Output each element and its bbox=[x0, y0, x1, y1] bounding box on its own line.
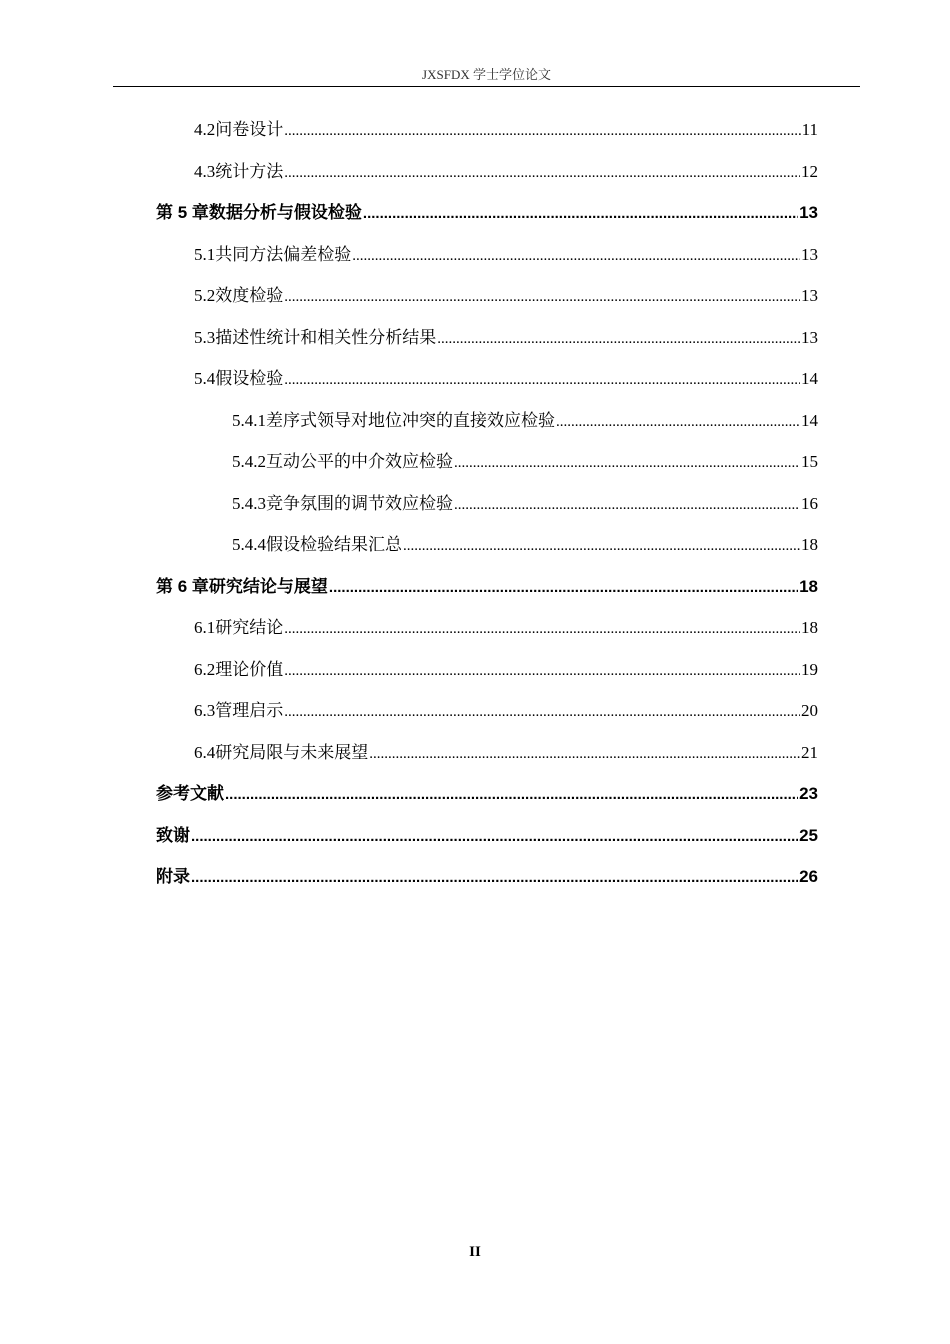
toc-entry[interactable] bbox=[0, 409, 818, 433]
toc-leader-dots bbox=[284, 285, 800, 309]
toc-leader-dots bbox=[454, 451, 800, 475]
running-header bbox=[113, 64, 860, 87]
toc-entry-title: 致谢 bbox=[156, 825, 190, 845]
toc-entry-number: 5.4.2 bbox=[232, 452, 266, 471]
toc-entry-page: 26 bbox=[799, 867, 818, 886]
toc-entry-number: 第 6 章 bbox=[156, 576, 209, 596]
toc-entry-number: 5.4 bbox=[194, 369, 216, 388]
toc-entry-title: 描述性统计和相关性分析结果 bbox=[215, 327, 437, 347]
toc-entry-title: 竞争氛围的调节效应检验 bbox=[266, 493, 453, 513]
toc-leader-dots bbox=[284, 161, 800, 185]
toc-entry[interactable] bbox=[0, 741, 818, 765]
toc-leader-dots bbox=[454, 493, 800, 517]
toc-entry[interactable] bbox=[0, 616, 818, 640]
toc-entry[interactable] bbox=[0, 865, 818, 889]
toc-leader-dots bbox=[363, 202, 798, 226]
toc-leader-dots bbox=[352, 244, 800, 268]
toc-entry-page: 13 bbox=[801, 244, 818, 264]
toc-entry-page: 25 bbox=[799, 825, 818, 845]
toc-leader-dots bbox=[403, 534, 800, 558]
toc-entry-page: 11 bbox=[801, 120, 818, 139]
toc-entry[interactable] bbox=[0, 118, 818, 142]
toc-entry-number: 6.3 bbox=[194, 701, 216, 720]
toc-entry-page: 18 bbox=[801, 618, 818, 637]
toc-entry[interactable] bbox=[0, 824, 818, 848]
toc-entry-number: 5.4.1 bbox=[232, 410, 266, 430]
toc-entry[interactable] bbox=[0, 658, 818, 682]
toc-entry[interactable] bbox=[0, 284, 818, 308]
toc-entry-number: 4.2 bbox=[194, 120, 216, 139]
toc-leader-dots bbox=[191, 866, 798, 890]
toc-leader-dots bbox=[369, 742, 800, 766]
toc-entry-page: 12 bbox=[801, 161, 818, 181]
toc-entry-number: 6.1 bbox=[194, 618, 216, 637]
toc-entry-number: 6.2 bbox=[194, 659, 216, 679]
toc-leader-dots bbox=[191, 825, 798, 849]
toc-leader-dots bbox=[437, 327, 800, 351]
toc-leader-dots bbox=[284, 700, 800, 724]
toc-entry-page: 13 bbox=[801, 327, 818, 347]
toc-entry-number: 5.3 bbox=[194, 327, 216, 347]
toc-entry-page: 21 bbox=[801, 742, 818, 762]
header-text: JXSFDX 学士学位论文 bbox=[422, 67, 551, 82]
toc-entry-title: 研究结论与展望 bbox=[208, 576, 328, 596]
toc-entry-number: 5.4.4 bbox=[232, 535, 266, 554]
toc-entry[interactable] bbox=[0, 575, 818, 599]
toc-entry-page: 15 bbox=[801, 452, 818, 471]
toc-entry-title: 参考文献 bbox=[156, 784, 224, 803]
toc-entry-number: 5.4.3 bbox=[232, 493, 266, 513]
toc-entry[interactable] bbox=[0, 533, 818, 557]
toc-entry-title: 管理启示 bbox=[215, 701, 284, 720]
toc-entry-page: 13 bbox=[801, 286, 818, 305]
toc-entry-page: 16 bbox=[801, 493, 818, 513]
toc-entry-page: 18 bbox=[801, 535, 818, 554]
toc-leader-dots bbox=[284, 659, 800, 683]
toc-entry-page: 14 bbox=[801, 410, 818, 430]
toc-entry[interactable] bbox=[0, 243, 818, 267]
toc-entry-title: 互动公平的中介效应检验 bbox=[266, 452, 453, 471]
toc-entry-number: 5.2 bbox=[194, 286, 216, 305]
toc-entry[interactable] bbox=[0, 450, 818, 474]
page-number bbox=[0, 1244, 950, 1261]
toc-entry-number: 6.4 bbox=[194, 742, 216, 762]
toc-entry-title: 差序式领导对地位冲突的直接效应检验 bbox=[266, 410, 555, 430]
toc-leader-dots bbox=[556, 410, 800, 434]
toc-entry-title: 效度检验 bbox=[215, 286, 284, 305]
toc-entry[interactable] bbox=[0, 699, 818, 723]
toc-entry[interactable] bbox=[0, 201, 818, 225]
toc-entry-title: 假设检验 bbox=[215, 369, 284, 388]
toc-leader-dots bbox=[284, 617, 800, 641]
toc-entry-title: 理论价值 bbox=[215, 659, 284, 679]
page-number-text: II bbox=[469, 1244, 481, 1260]
toc-entry-number: 第 5 章 bbox=[156, 203, 209, 222]
toc-entry-page: 13 bbox=[799, 203, 818, 222]
toc-entry-page: 19 bbox=[801, 659, 818, 679]
toc-entry-page: 14 bbox=[801, 369, 818, 388]
toc-entry-number: 4.3 bbox=[194, 161, 216, 181]
toc-entry-page: 23 bbox=[799, 784, 818, 803]
toc-entry-title: 统计方法 bbox=[215, 161, 284, 181]
toc-leader-dots bbox=[284, 368, 800, 392]
toc-entry[interactable] bbox=[0, 782, 818, 806]
toc-entry-title: 研究结论 bbox=[215, 618, 284, 637]
toc-entry-page: 20 bbox=[801, 701, 818, 720]
toc-entry-title: 共同方法偏差检验 bbox=[215, 244, 352, 264]
toc-entry[interactable] bbox=[0, 326, 818, 350]
toc-entry-number: 5.1 bbox=[194, 244, 216, 264]
toc-entry-title: 问卷设计 bbox=[215, 120, 284, 139]
toc-leader-dots bbox=[225, 783, 798, 807]
toc-entry-title: 研究局限与未来展望 bbox=[215, 742, 369, 762]
toc-entry-title: 数据分析与假设检验 bbox=[208, 203, 362, 222]
toc-leader-dots bbox=[329, 576, 798, 600]
toc-leader-dots bbox=[284, 119, 800, 143]
toc-entry[interactable] bbox=[0, 367, 818, 391]
toc-entry-title: 附录 bbox=[156, 867, 190, 886]
toc-entry[interactable] bbox=[0, 160, 818, 184]
toc-entry-page: 18 bbox=[799, 576, 818, 596]
toc-entry-title: 假设检验结果汇总 bbox=[266, 535, 402, 554]
toc-entry[interactable] bbox=[0, 492, 818, 516]
